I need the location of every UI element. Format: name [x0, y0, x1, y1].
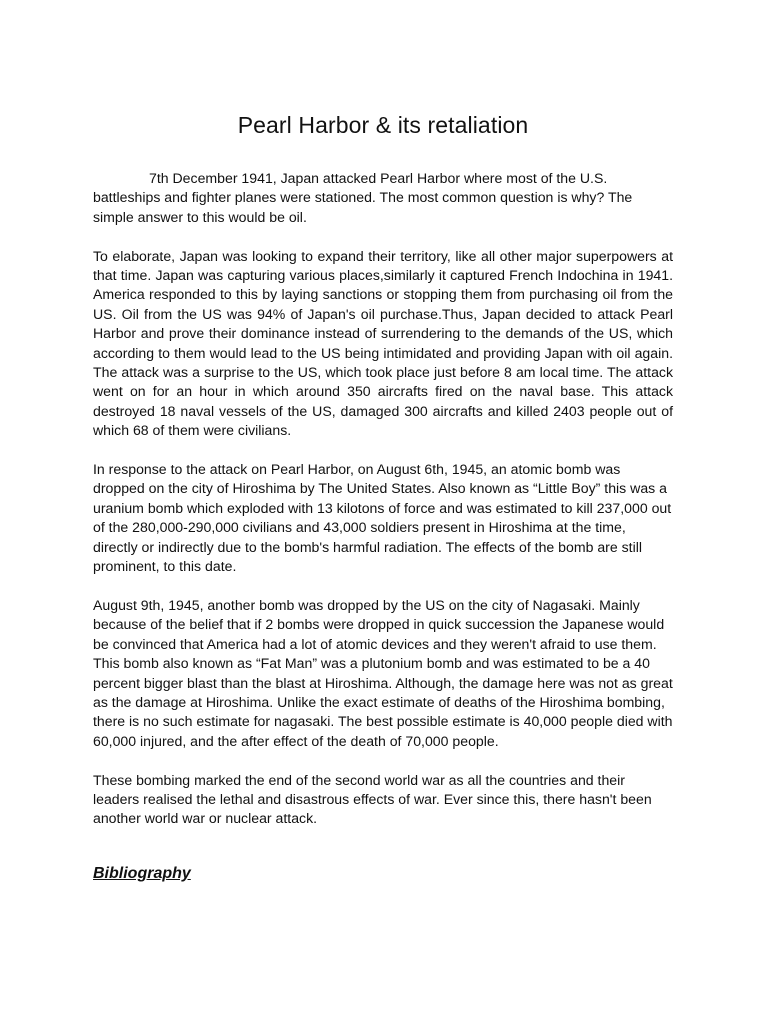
paragraph-intro: 7th December 1941, Japan attacked Pearl Harbor where most of the U.S. battleships and fighter planes were stationed. The most common question is why? The simple answer to this would be oil. [93, 170, 633, 225]
paragraph-nagasaki: August 9th, 1945, another bomb was dropped by the US on the city of Nagasaki. Mainly because of the belief that if 2 bombs were dropped in quick succession the Japanese would be convinced that America had a lot of atomic devices and they weren't afraid to use them. This bomb also known as “Fat Man” was a plutonium bomb and was estimated to be a 40 percent bigger blast than the blast at Hiroshima. Although, the damage here was not as great as the damage at Hiroshima. Unlike the exact estimate of deaths of the Hiroshima bombing, there is no such estimate for nagasaki. The best possible estimate is 40,000 people died with 60,000 injured, and the after effect of the death of 70,000 people. [93, 596, 673, 749]
paragraph-conclusion: These bombing marked the end of the second world war as all the countries and their leaders realised the lethal and disastrous effects of war. Ever since this, there hasn't been another world war or nuclear attack. [93, 771, 652, 827]
document-title: Pearl Harbor & its retaliation [237, 112, 529, 138]
document-page [93, 108, 673, 885]
bibliography-heading: Bibliography [93, 864, 191, 882]
paragraph-elaboration: To elaborate, Japan was looking to expand their territory, like all other major superpowers at that time. Japan was capturing various places,similarly it captured French Indochina in 1941. America responded to this by laying sanctions or stopping them from purchasing oil from the US. Oil from the US was 94% of Japan's oil purchase.Thus, Japan decided to attack Pearl Harbor and prove their dominance instead of surrendering to the demands of the US, which according to them would lead to the US being intimidated and providing Japan with oil again. The attack was a surprise to the US, which took place just before 8 am local time. The attack went on for an hour in which around 350 aircrafts fired on the naval base. This attack destroyed 18 naval vessels of the US, damaged 300 aircrafts and killed 2403 people out of which 68 of them were civilians. [93, 247, 673, 439]
paragraph-hiroshima: In response to the attack on Pearl Harbor, on August 6th, 1945, an atomic bomb was dropped on the city of Hiroshima by The United States. Also known as “Little Boy” this was a uranium bomb which exploded with 13 kilotons of force and was estimated to kill 237,000 out of the 280,000-290,000 civilians and 43,000 soldiers present in Hiroshima at the time, directly or indirectly due to the bomb's harmful radiation. The effects of the bomb are still prominent, to this date. [93, 461, 672, 575]
